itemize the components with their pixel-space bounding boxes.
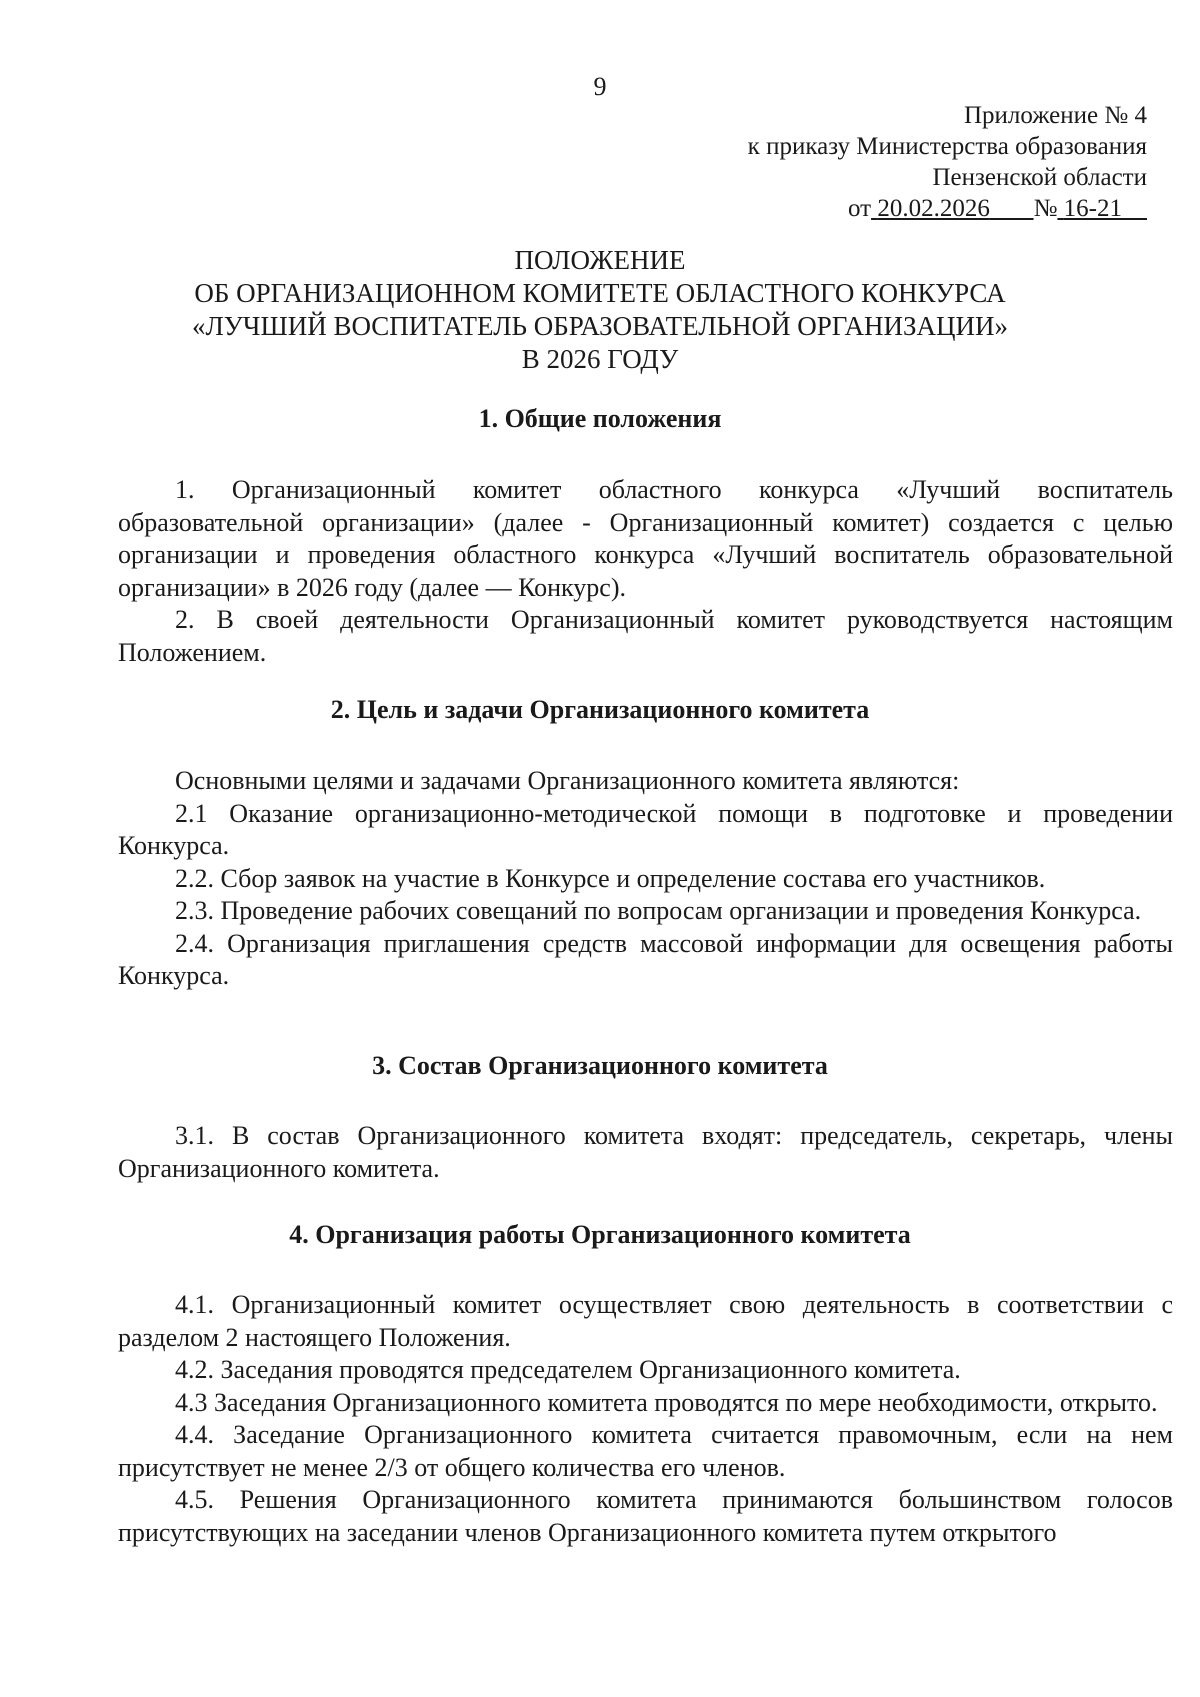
- annex-line-1: Приложение № 4: [963, 102, 1147, 129]
- section-2-heading: 2. Цель и задачи Организационного комитета: [330, 695, 870, 724]
- paragraph-1-1: 1. Организационный комитет областного конкурса «Лучший воспитатель образовательной организации» (далее - Организационный комитет) создается с целью организации и проведения областного конкурса «Лучший воспитатель образовательной организации» в 2026 году (далее — Конкурс).: [118, 475, 1173, 602]
- document-title: [0, 244, 1200, 376]
- paragraph-2-3: 2.3. Проведение рабочих совещаний по вопросам организации и проведения Конкурса.: [175, 896, 1142, 925]
- paragraph-2-intro: Основными целями и задачами Организационного комитета являются:: [175, 766, 960, 795]
- paragraph-3-1: 3.1. В состав Организационного комитета входят: председатель, секретарь, члены Организационного комитета.: [118, 1121, 1173, 1183]
- paragraph-4-3: 4.3 Заседания Организационного комитета проводятся по мере необходимости, открыто.: [175, 1387, 1158, 1417]
- section-1-body: [118, 474, 1173, 669]
- paragraph-4-5: 4.5. Решения Организационного комитета принимаются большинством голосов присутствующих на заседании членов Организационного комитета путем открытого: [118, 1485, 1173, 1547]
- page-number: 9: [593, 72, 607, 101]
- paragraph-4-2: 4.2. Заседания проводятся председателем Организационного комитета.: [175, 1355, 961, 1384]
- title-line-2: ОБ ОРГАНИЗАЦИОННОМ КОМИТЕТЕ ОБЛАСТНОГО КОНКУРСА: [194, 278, 1006, 308]
- section-3-heading: 3. Состав Организационного комитета: [372, 1051, 828, 1080]
- paragraph-4-4: 4.4. Заседание Организационного комитета считается правомочным, если на нем присутствует не менее 2/3 от общего количества его членов.: [118, 1420, 1173, 1482]
- title-line-3: «ЛУЧШИЙ ВОСПИТАТЕЛЬ ОБРАЗОВАТЕЛЬНОЙ ОРГАНИЗАЦИИ»: [191, 311, 1008, 341]
- paragraph-2-1: 2.1 Оказание организационно-методической помощи в подготовке и проведении Конкурса.: [118, 798, 1173, 860]
- paragraph-2-4: 2.4. Организация приглашения средств массовой информации для освещения работы Конкурса.: [118, 928, 1173, 990]
- section-2-body: [118, 765, 1173, 993]
- date-value: 20.02.2026: [877, 195, 990, 222]
- paragraph-2-2: 2.2. Сбор заявок на участие в Конкурсе и определение состава его участников.: [175, 863, 1046, 893]
- annex-block: [748, 100, 1147, 224]
- paragraph-4-1: 4.1. Организационный комитет осуществляет свою деятельность в соответствии с разделом 2 настоящего Положения.: [118, 1290, 1173, 1352]
- section-3-body: [118, 1120, 1173, 1185]
- section-1-heading: 1. Общие положения: [478, 404, 722, 433]
- annex-line-2: к приказу Министерства образования: [747, 133, 1147, 160]
- annex-date-line: [748, 193, 1147, 224]
- annex-line-3: Пензенской области: [932, 164, 1147, 191]
- section-4-body: [118, 1289, 1173, 1549]
- title-line-4: В 2026 ГОДУ: [521, 344, 679, 374]
- paragraph-1-2: 2. В своей деятельности Организационный комитет руководствуется настоящим Положением.: [118, 605, 1173, 667]
- section-4-heading: 4. Организация работы Организационного комитета: [289, 1220, 911, 1249]
- date-prefix: от: [847, 195, 872, 222]
- title-line-1: ПОЛОЖЕНИЕ: [514, 245, 686, 275]
- number-prefix: №: [1033, 195, 1058, 222]
- number-value: 16-21: [1063, 195, 1122, 222]
